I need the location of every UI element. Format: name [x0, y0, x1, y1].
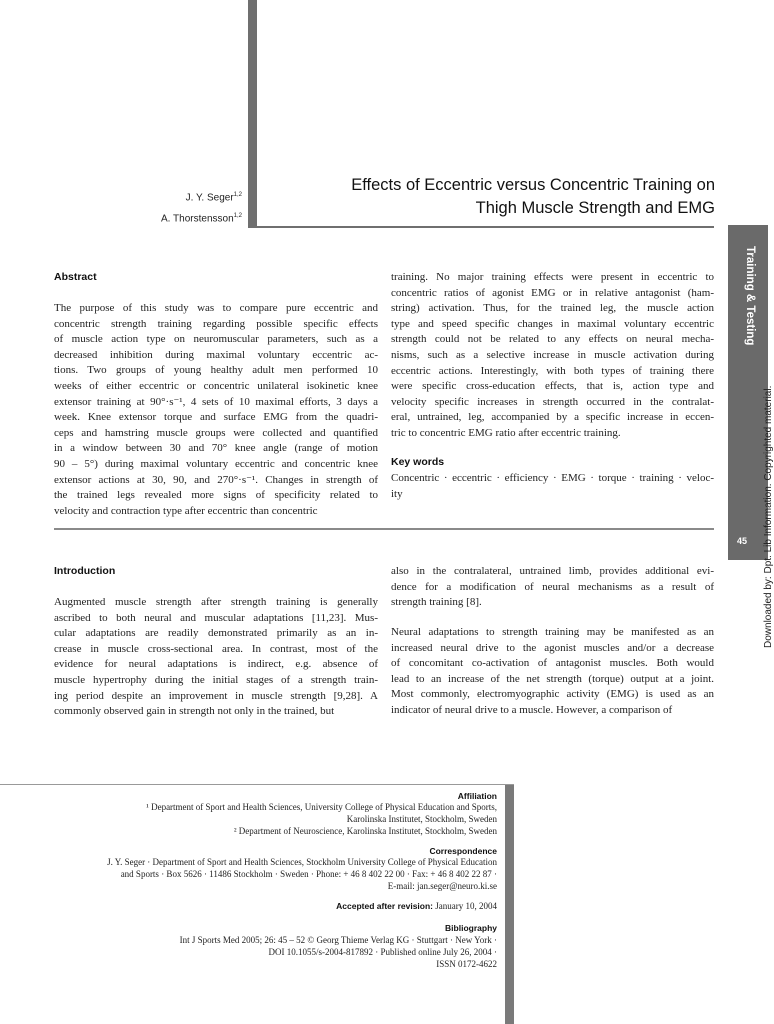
introduction-column-2-para-2	[391, 625, 714, 719]
bottom-vertical-rule	[505, 784, 514, 1024]
text-line: extensor training at 90°·s⁻¹, 4 sets of 10 maximal efforts, 3 days a	[54, 395, 378, 408]
accepted-line: Accepted after revision: January 10, 2004	[336, 901, 497, 911]
text-line: week. Knee extensor torque and surface EMG from the quadri-	[54, 411, 378, 424]
text-line: in a window between 30 and 70° knee angle (range of motion	[54, 442, 378, 455]
text-line: cular adaptations are readily demonstrated primarily as an in-	[54, 627, 378, 640]
text-line: decreased inhibition during maximal voluntary eccentric ac-	[54, 348, 378, 361]
text-line: string) activation. Thus, for the trained leg, the muscle action	[391, 302, 714, 315]
introduction-column-2-para-1	[391, 564, 714, 611]
abstract-column-1	[54, 301, 378, 519]
author-block	[60, 186, 242, 229]
bibliography-line: ISSN 0172-4622	[436, 959, 497, 969]
text-line: training. No major training effects were present in eccentric to	[391, 271, 714, 283]
text-line: concentric ratios of agonist EMG or in relative antagonist (ham-	[391, 286, 714, 299]
section-tab-label	[728, 226, 768, 386]
introduction-heading: Introduction	[54, 565, 116, 577]
top-vertical-rule	[248, 0, 257, 228]
text-line: extensor actions at 30, 90, and 270°·s⁻¹. Changes in strength of	[54, 473, 378, 486]
section-divider	[54, 528, 714, 530]
text-line: of muscle action type on neuromuscular parameters, such as a	[54, 333, 378, 346]
text-line: muscle hypertrophy during the initial stages of a strength train-	[54, 673, 378, 686]
text-line: tric to concentric EMG ratio after eccentric training.	[391, 426, 621, 439]
text-line: strength could not be related to any effects on neural mecha-	[391, 333, 714, 346]
paper-title: Effects of Eccentric versus Concentric Training on Thigh Muscle Strength and EMG	[351, 176, 715, 217]
text-line: were specific cross-education effects, that is, action type and	[391, 380, 714, 393]
bibliography-text	[180, 934, 497, 970]
author-2: A. Thorstensson$^{1,2}$	[161, 213, 242, 225]
text-line: indicator of neural drive to a muscle. However, a comparison of	[391, 703, 673, 716]
section-tab-text: Training & Testing	[744, 246, 756, 346]
text-line: velocity specific increases in strength occurred in the contralat-	[391, 395, 714, 408]
text-line: eral, untrained, leg, accompanied by a specific increase in eccen-	[391, 411, 714, 424]
affiliation-text	[146, 801, 497, 837]
text-line: evidence for neural adaptations is indirect, e.g. absence of	[54, 658, 378, 671]
text-line: lead to an increase of the net strength (torque) output at a joint.	[391, 672, 714, 685]
text-line: Most commonly, electromyographic activity (EMG) is used as an	[391, 688, 714, 701]
introduction-column-1	[54, 595, 378, 720]
text-line: 90 – 5°) during maximal voluntary eccentric and concentric knee	[54, 457, 378, 470]
author-1: J. Y. Seger$^{1,2}$	[185, 192, 242, 204]
affiliation-rule	[0, 784, 514, 785]
affiliation-heading: Affiliation	[457, 791, 497, 801]
text-line: dence for a modification of neural mechanisms as a result of	[391, 580, 714, 593]
abstract-column-2	[391, 270, 714, 442]
text-line: weeks of either eccentric or concentric unilateral isokinetic knee	[54, 379, 378, 392]
keyword-line: Concentric · eccentric · efficiency · EMG · torque · training · veloc-	[391, 472, 714, 484]
keyword-line: ity	[391, 487, 403, 500]
text-line: ing period despite an improvement in muscle strength [9,28]. A	[54, 689, 378, 702]
text-line: eccentric actions. Interestingly, with both types of training there	[391, 364, 714, 377]
text-line: increased neural drive to the agonist muscles and/or a decrease	[391, 641, 714, 654]
text-line: crease in muscle cross-sectional area. In contrast, most of the	[54, 642, 378, 655]
text-line: type and speed specific changes in maximal voluntary eccentric	[391, 317, 714, 330]
keywords-heading: Key words	[391, 456, 445, 468]
text-line: also in the contralateral, untrained limb, provides additional evi-	[391, 565, 714, 577]
affiliation-line: ¹ Department of Sport and Health Sciences, University College of Physical Education and Sports,	[146, 802, 497, 812]
correspondence-line: E-mail: jan.seger@neuro.ki.se	[387, 881, 497, 891]
text-line: ceps and hamstring muscle groups were collected and quantified	[54, 426, 378, 439]
bibliography-line: DOI 10.1055/s-2004-817892 · Published online July 26, 2004 ·	[268, 947, 497, 957]
download-note: Downloaded by: Dpt. Lib Information. Copyrighted material.	[763, 385, 774, 648]
page-number: 45	[736, 536, 747, 546]
correspondence-line: and Sports · Box 5626 · 11486 Stockholm · Sweden · Phone: + 46 8 402 22 00 · Fax: + 46 8 402 22 87 ·	[120, 869, 497, 879]
bibliography-heading: Bibliography	[445, 923, 497, 933]
keywords-text	[391, 471, 714, 502]
affiliation-line: ² Department of Neuroscience, Karolinska Institutet, Stockholm, Sweden	[233, 826, 497, 836]
bibliography-line: Int J Sports Med 2005; 26: 45 – 52 © Georg Thieme Verlag KG · Stuttgart · New York ·	[179, 935, 497, 945]
affiliation-line: Karolinska Institutet, Stockholm, Sweden	[346, 814, 497, 824]
text-line: commonly observed gain in strength not only in the trained, but	[54, 705, 335, 718]
abstract-heading: Abstract	[54, 271, 97, 283]
text-line: of concomitant co-activation of antagonist muscles. Both would	[391, 657, 714, 670]
text-line: velocity and contraction type after eccentric than concentric	[54, 504, 318, 517]
title-rule	[248, 226, 714, 228]
text-line: Augmented muscle strength after strength training is generally	[54, 596, 378, 608]
correspondence-line: J. Y. Seger · Department of Sport and Health Sciences, Stockholm University College of Physical Education	[107, 857, 497, 867]
text-line: The purpose of this study was to compare pure eccentric and	[54, 302, 378, 314]
text-line: strength training [8].	[391, 596, 482, 609]
text-line: the trained legs revealed more signs of specificity related to	[54, 489, 378, 502]
text-line: tions. Two groups of young healthy adult men performed 10	[54, 364, 378, 377]
correspondence-text	[107, 856, 497, 892]
text-line: concentric strength training regarding possible specific effects	[54, 317, 378, 330]
text-line: ascribed to both neural and muscular adaptations [11,23]. Mus-	[54, 611, 378, 624]
text-line: Neural adaptations to strength training may be manifested as an	[391, 626, 714, 638]
text-line: nisms, such as a selective increase in muscle activation during	[391, 348, 714, 361]
correspondence-heading: Correspondence	[429, 846, 497, 856]
